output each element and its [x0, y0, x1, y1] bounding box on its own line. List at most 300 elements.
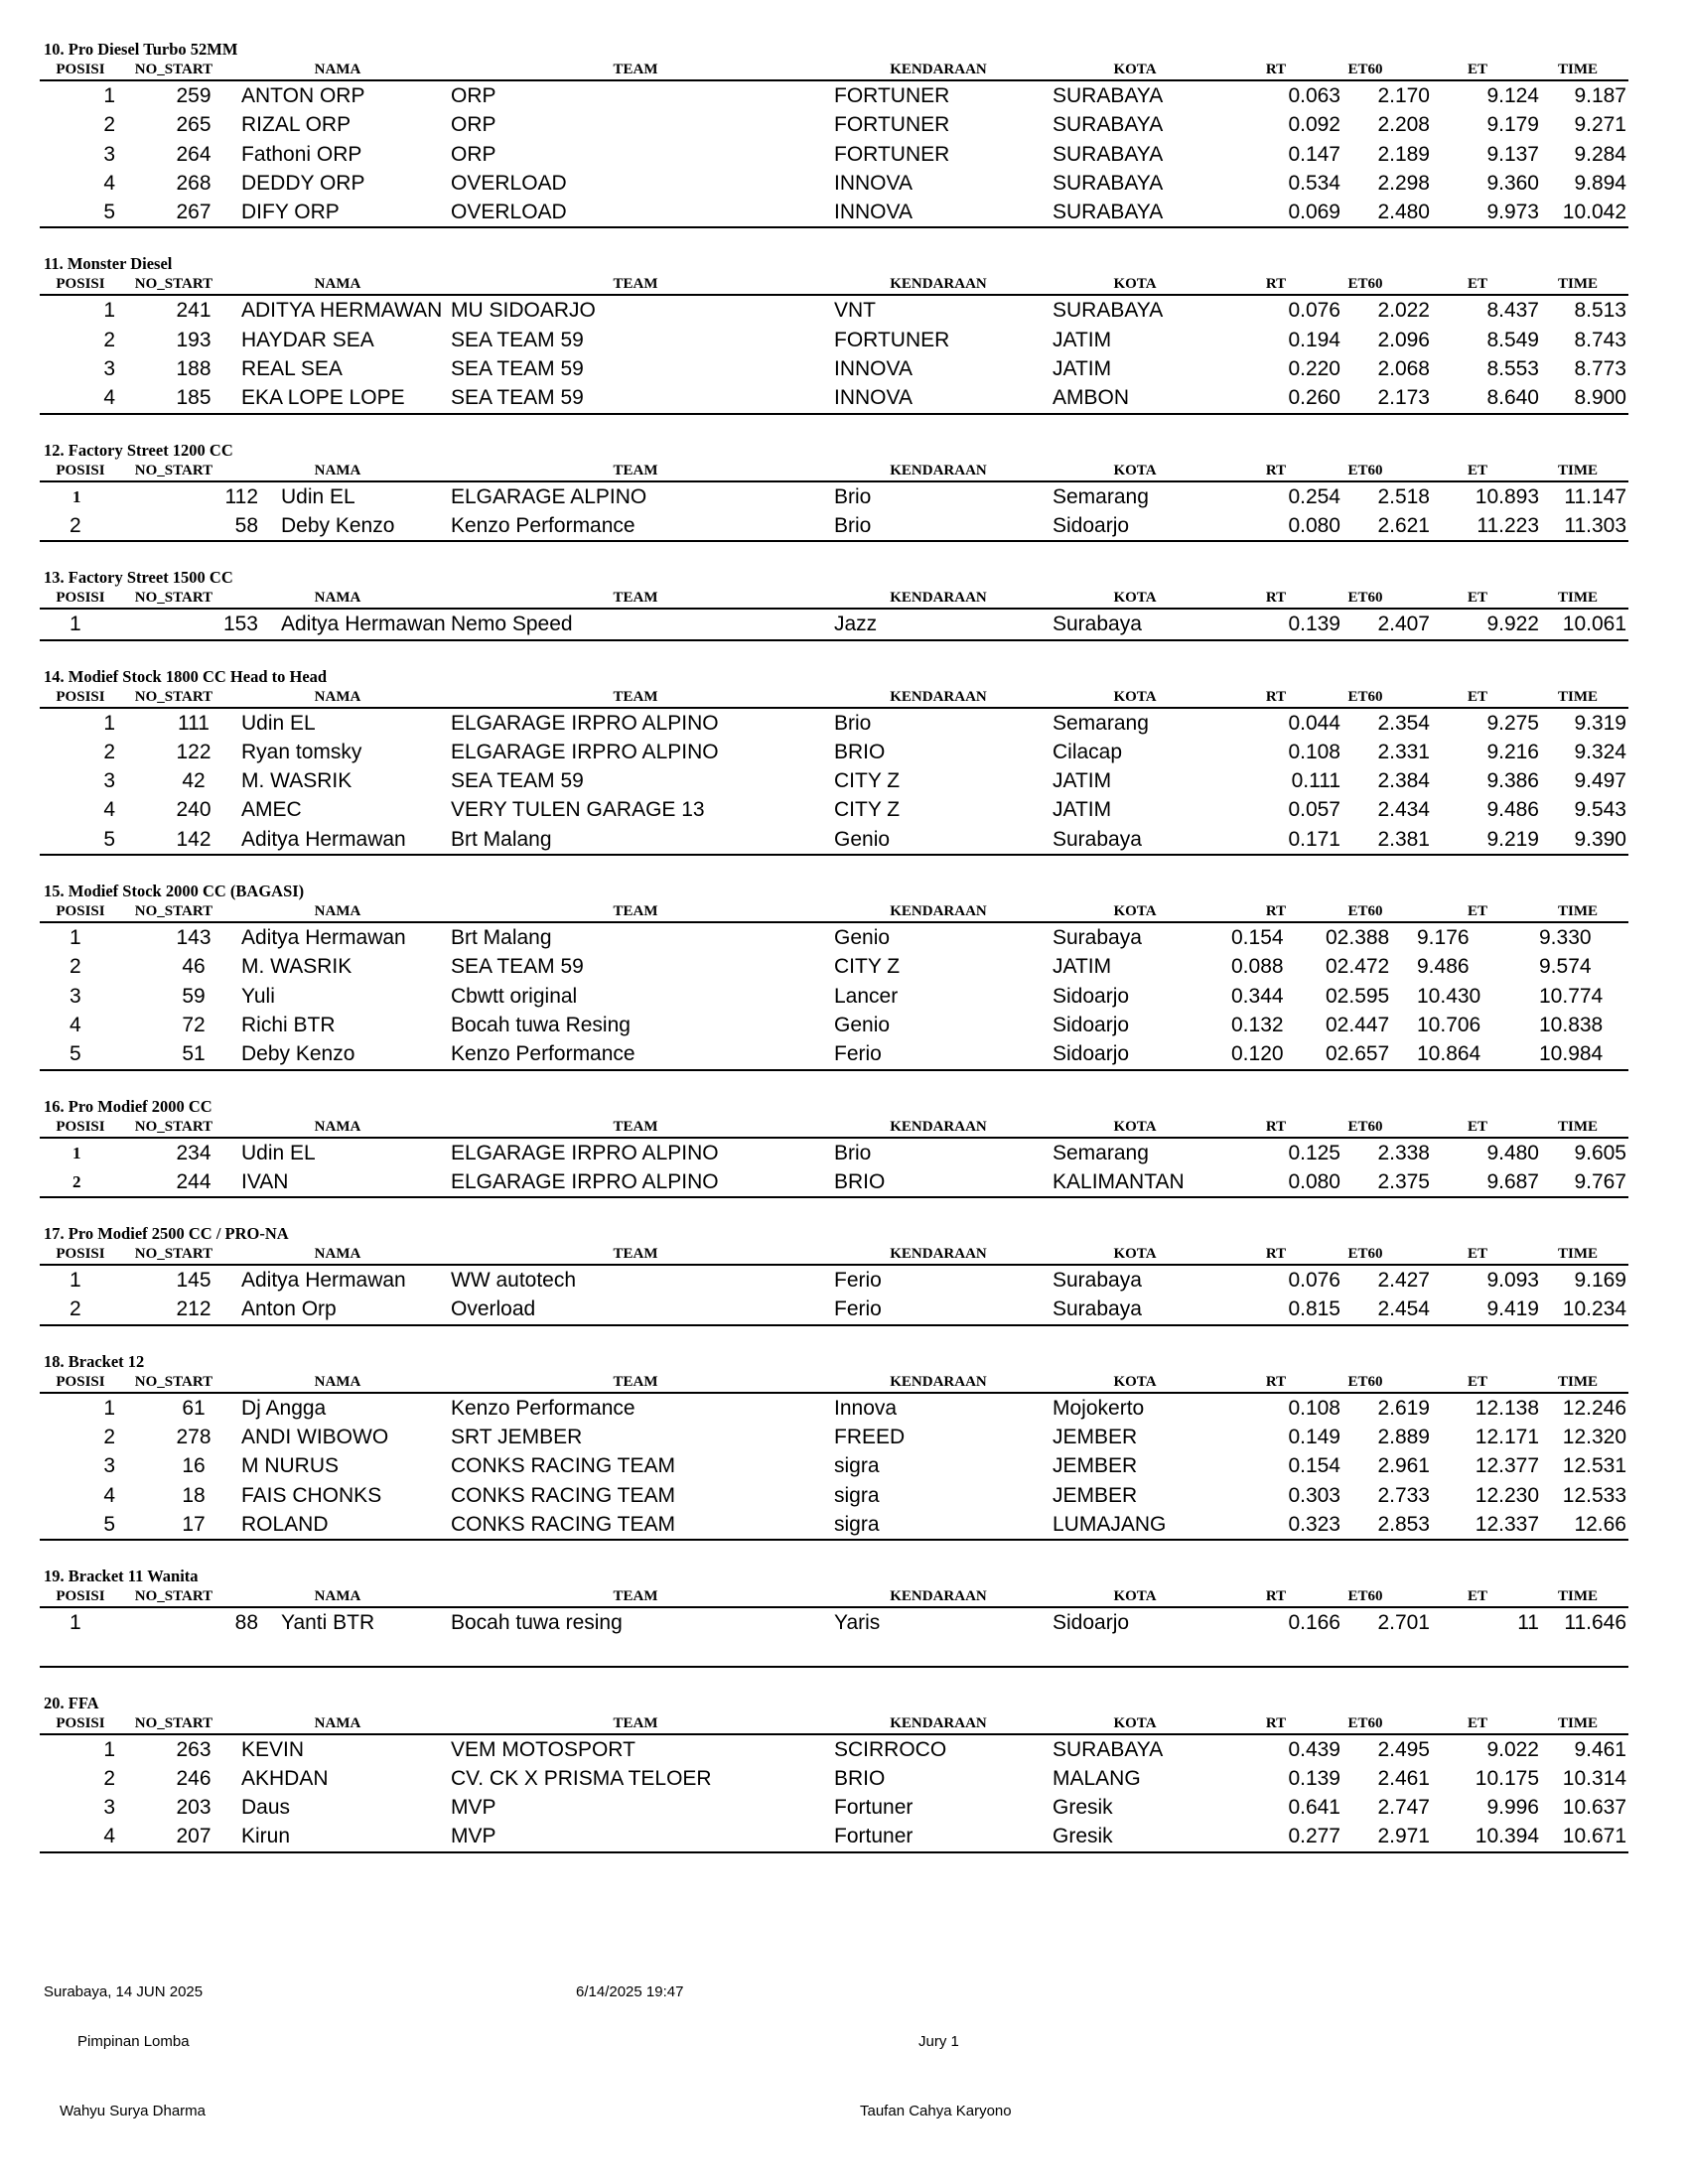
- cell-kota: JATIM: [1053, 955, 1112, 979]
- table-row: [40, 825, 1628, 854]
- table-row: [40, 795, 1628, 824]
- cell-nama: Dj Angga: [241, 1396, 327, 1420]
- cell-team: CONKS RACING TEAM: [451, 1512, 675, 1536]
- cell-no-start: 246: [176, 1766, 211, 1790]
- cell-no-start: 72: [182, 1013, 206, 1036]
- cell-et: 9.486: [1417, 955, 1470, 979]
- cell-time: 10.838: [1539, 1013, 1604, 1036]
- col-et60: ET60: [1347, 62, 1383, 77]
- cell-posisi: 1: [70, 926, 81, 950]
- col-team: TEAM: [613, 1118, 658, 1135]
- cell-team: CONKS RACING TEAM: [451, 1483, 675, 1507]
- col-nama: NAMA: [314, 462, 361, 478]
- col-posisi: POSISI: [56, 590, 105, 607]
- cell-et: 9.486: [1486, 798, 1539, 822]
- cell-nama: Fathoni ORP: [241, 142, 362, 166]
- cell-no-start: 153: [222, 613, 258, 636]
- cell-kendaraan: Ferio: [834, 1297, 882, 1321]
- cell-nama: Anton Orp: [241, 1297, 337, 1321]
- cell-no-start: 244: [176, 1169, 211, 1193]
- table-body: [40, 610, 1628, 640]
- results-section: [40, 40, 1628, 228]
- col-kendaraan: KENDARAAN: [890, 462, 987, 478]
- table-row: [40, 1139, 1628, 1167]
- col-posisi: POSISI: [56, 276, 105, 293]
- table-row: [40, 1822, 1628, 1850]
- cell-kota: Semarang: [1053, 711, 1149, 735]
- col-rt: RT: [1265, 590, 1287, 607]
- cell-time: 10.637: [1562, 1796, 1626, 1820]
- cell-no-start: 263: [176, 1737, 211, 1761]
- col-rt: RT: [1265, 1246, 1287, 1263]
- cell-et60: 2.407: [1377, 613, 1430, 636]
- col-rt: RT: [1265, 1118, 1287, 1135]
- cell-team: VERY TULEN GARAGE 13: [451, 798, 705, 822]
- results-section: [40, 1224, 1628, 1326]
- col-team: TEAM: [613, 1588, 658, 1605]
- cell-kendaraan: BRIO: [834, 740, 886, 763]
- cell-time: 9.767: [1574, 1169, 1626, 1193]
- cell-team: ORP: [451, 142, 496, 166]
- col-no-start: NO_START: [134, 276, 213, 293]
- cell-rt: 0.088: [1231, 955, 1284, 979]
- col-et: ET: [1467, 903, 1488, 920]
- cell-kota: KALIMANTAN: [1053, 1169, 1185, 1193]
- cell-posisi: 3: [103, 1454, 115, 1478]
- cell-nama: Kirun: [241, 1825, 291, 1848]
- table-header: [40, 588, 1628, 610]
- col-kota: KOTA: [1113, 1118, 1157, 1135]
- cell-nama: M NURUS: [241, 1454, 339, 1478]
- col-et: ET: [1467, 276, 1488, 293]
- cell-no-start: 142: [176, 827, 211, 851]
- col-nama: NAMA: [314, 590, 361, 607]
- cell-kota: JATIM: [1053, 328, 1112, 351]
- cell-nama: KEVIN: [241, 1737, 305, 1761]
- cell-time: 11.303: [1564, 513, 1626, 537]
- cell-et: 9.219: [1486, 827, 1539, 851]
- col-kendaraan: KENDARAAN: [890, 1373, 987, 1390]
- cell-et: 9.124: [1486, 84, 1539, 107]
- col-rt: RT: [1265, 462, 1287, 478]
- cell-team: ELGARAGE IRPRO ALPINO: [451, 1169, 719, 1193]
- cell-rt: 0.534: [1288, 171, 1340, 195]
- cell-rt: 0.080: [1288, 1169, 1340, 1193]
- cell-kendaraan: CITY Z: [834, 955, 901, 979]
- cell-kota: MALANG: [1053, 1766, 1141, 1790]
- cell-rt: 0.641: [1288, 1796, 1340, 1820]
- cell-nama: REAL SEA: [241, 357, 343, 381]
- cell-et: 9.419: [1486, 1297, 1539, 1321]
- cell-et: 9.093: [1486, 1269, 1539, 1293]
- table-row: [40, 1011, 1628, 1039]
- cell-et: 9.137: [1486, 142, 1539, 166]
- cell-kendaraan: Ferio: [834, 1269, 882, 1293]
- col-no-start: NO_START: [134, 62, 213, 77]
- cell-et60: 2.338: [1377, 1141, 1430, 1164]
- cell-et: 9.973: [1486, 201, 1539, 224]
- col-et: ET: [1467, 1714, 1488, 1731]
- cell-kendaraan: Brio: [834, 513, 872, 537]
- col-et: ET: [1467, 1373, 1488, 1390]
- cell-posisi: 1: [103, 1737, 115, 1761]
- cell-kota: SURABAYA: [1053, 299, 1164, 323]
- col-nama: NAMA: [314, 1714, 361, 1731]
- table-row: [40, 1039, 1628, 1068]
- col-rt: RT: [1265, 62, 1287, 77]
- table-header: [40, 1713, 1628, 1735]
- cell-kota: Surabaya: [1053, 827, 1142, 851]
- cell-no-start: 268: [176, 171, 211, 195]
- cell-nama: AKHDAN: [241, 1766, 329, 1790]
- cell-kota: JEMBER: [1053, 1454, 1138, 1478]
- col-et60: ET60: [1347, 903, 1383, 920]
- cell-et60: 2.461: [1377, 1766, 1430, 1790]
- table-body: [40, 482, 1628, 543]
- section-title: 20. FFA: [44, 1693, 99, 1712]
- cell-kota: Sidoarjo: [1053, 984, 1130, 1008]
- cell-no-start: 143: [176, 926, 211, 950]
- cell-posisi: 1: [103, 299, 115, 323]
- cell-no-start: 241: [176, 299, 211, 323]
- col-kota: KOTA: [1113, 462, 1157, 478]
- cell-time: 12.533: [1562, 1483, 1626, 1507]
- col-time: TIME: [1557, 688, 1599, 705]
- col-team: TEAM: [613, 276, 658, 293]
- cell-time: 9.390: [1574, 827, 1626, 851]
- cell-nama: RIZAL ORP: [241, 113, 352, 137]
- cell-et: 9.480: [1486, 1141, 1539, 1164]
- col-et60: ET60: [1347, 590, 1383, 607]
- cell-et60: 2.208: [1377, 113, 1430, 137]
- cell-et60: 02.388: [1326, 926, 1390, 950]
- table-header: [40, 1244, 1628, 1266]
- cell-nama: DIFY ORP: [241, 201, 340, 224]
- results-section: [40, 441, 1628, 543]
- cell-team: ELGARAGE IRPRO ALPINO: [451, 1141, 719, 1164]
- table-header: [40, 274, 1628, 296]
- cell-no-start: 267: [176, 201, 211, 224]
- cell-rt: 0.166: [1288, 1611, 1340, 1635]
- cell-no-start: 16: [182, 1454, 206, 1478]
- cell-team: OVERLOAD: [451, 171, 567, 195]
- cell-et: 12.337: [1475, 1512, 1539, 1536]
- cell-team: WW autotech: [451, 1269, 577, 1293]
- cell-et: 8.640: [1486, 386, 1539, 410]
- cell-et60: 2.434: [1377, 798, 1430, 822]
- cell-nama: IVAN: [241, 1169, 289, 1193]
- cell-et60: 02.447: [1326, 1013, 1390, 1036]
- table-row: [40, 1764, 1628, 1793]
- cell-posisi: 1: [70, 1269, 81, 1293]
- col-et60: ET60: [1347, 1118, 1383, 1135]
- cell-kendaraan: SCIRROCO: [834, 1737, 947, 1761]
- cell-et60: 2.495: [1377, 1737, 1430, 1761]
- cell-et: 10.175: [1475, 1766, 1539, 1790]
- cell-kota: Gresik: [1053, 1796, 1113, 1820]
- cell-kendaraan: VNT: [834, 299, 876, 323]
- cell-nama: Deby Kenzo: [241, 1042, 355, 1066]
- cell-et60: 02.657: [1326, 1042, 1390, 1066]
- results-section: [40, 568, 1628, 640]
- col-nama: NAMA: [314, 62, 361, 77]
- col-team: TEAM: [613, 1246, 658, 1263]
- cell-nama: Richi BTR: [241, 1013, 336, 1036]
- cell-nama: HAYDAR SEA: [241, 328, 374, 351]
- cell-posisi: 1: [103, 1396, 115, 1420]
- cell-time: 12.320: [1562, 1426, 1626, 1449]
- cell-no-start: 240: [176, 798, 211, 822]
- col-rt: RT: [1265, 1373, 1287, 1390]
- table-row: [40, 511, 1628, 540]
- cell-posisi: 2: [103, 113, 115, 137]
- cell-time: 8.513: [1574, 299, 1626, 323]
- cell-et: 12.377: [1475, 1454, 1539, 1478]
- col-team: TEAM: [613, 903, 658, 920]
- cell-nama: Aditya Hermawan: [281, 613, 446, 636]
- cell-et60: 2.375: [1377, 1169, 1430, 1193]
- results-section: [40, 1097, 1628, 1199]
- cell-rt: 0.057: [1288, 798, 1340, 822]
- col-kota: KOTA: [1113, 1373, 1157, 1390]
- cell-rt: 0.277: [1288, 1825, 1340, 1848]
- col-et60: ET60: [1347, 1588, 1383, 1605]
- cell-team: Cbwtt original: [451, 984, 578, 1008]
- cell-et: 9.176: [1417, 926, 1470, 950]
- table-header: [40, 1372, 1628, 1394]
- table-row: [40, 140, 1628, 169]
- table-body: [40, 1608, 1628, 1667]
- cell-kendaraan: FREED: [834, 1426, 906, 1449]
- cell-kendaraan: INNOVA: [834, 386, 913, 410]
- section-title: 11. Monster Diesel: [44, 254, 173, 274]
- cell-rt: 0.323: [1288, 1512, 1340, 1536]
- cell-time: 12.531: [1562, 1454, 1626, 1478]
- cell-rt: 0.220: [1288, 357, 1340, 381]
- col-posisi: POSISI: [56, 1118, 105, 1135]
- cell-rt: 0.439: [1288, 1737, 1340, 1761]
- col-team: TEAM: [613, 1714, 658, 1731]
- results-page: [40, 40, 1628, 1853]
- cell-posisi: 2: [103, 328, 115, 351]
- cell-nama: FAIS CHONKS: [241, 1483, 382, 1507]
- cell-time: 9.169: [1574, 1269, 1626, 1293]
- cell-nama: Deby Kenzo: [281, 513, 395, 537]
- cell-nama: Yanti BTR: [281, 1611, 375, 1635]
- cell-posisi: 1: [70, 1611, 81, 1635]
- cell-et: 9.996: [1486, 1796, 1539, 1820]
- section-title: 17. Pro Modief 2500 CC / PRO-NA: [44, 1224, 289, 1244]
- table-body: [40, 296, 1628, 414]
- table-row: [40, 738, 1628, 766]
- col-et: ET: [1467, 462, 1488, 478]
- cell-team: Nemo Speed: [451, 613, 573, 636]
- col-kota: KOTA: [1113, 62, 1157, 77]
- cell-kendaraan: Ferio: [834, 1042, 882, 1066]
- table-header: [40, 1586, 1628, 1608]
- cell-kendaraan: sigra: [834, 1483, 880, 1507]
- cell-team: ORP: [451, 84, 496, 107]
- cell-kendaraan: Brio: [834, 484, 872, 508]
- table-row: [40, 1510, 1628, 1539]
- cell-no-start: 193: [176, 328, 211, 351]
- col-kota: KOTA: [1113, 688, 1157, 705]
- cell-kota: SURABAYA: [1053, 142, 1164, 166]
- cell-no-start: 145: [176, 1269, 211, 1293]
- cell-rt: 0.171: [1288, 827, 1340, 851]
- cell-time: 9.894: [1574, 171, 1626, 195]
- cell-kendaraan: BRIO: [834, 1169, 886, 1193]
- cell-kota: JEMBER: [1053, 1426, 1138, 1449]
- table-row: [40, 1167, 1628, 1196]
- cell-kota: JATIM: [1053, 357, 1112, 381]
- cell-rt: 0.132: [1231, 1013, 1284, 1036]
- signatory-race-director: Wahyu Surya Dharma: [60, 2103, 206, 2119]
- table-body: [40, 1139, 1628, 1199]
- cell-nama: ROLAND: [241, 1512, 329, 1536]
- cell-et60: 2.961: [1377, 1454, 1430, 1478]
- cell-time: 8.900: [1574, 386, 1626, 410]
- cell-kota: SURABAYA: [1053, 201, 1164, 224]
- cell-team: ELGARAGE ALPINO: [451, 484, 647, 508]
- col-posisi: POSISI: [56, 903, 105, 920]
- cell-nama: Daus: [241, 1796, 291, 1820]
- col-kota: KOTA: [1113, 1588, 1157, 1605]
- cell-team: VEM MOTOSPORT: [451, 1737, 635, 1761]
- cell-et60: 2.189: [1377, 142, 1430, 166]
- cell-rt: 0.120: [1231, 1042, 1284, 1066]
- cell-no-start: 42: [182, 769, 206, 793]
- cell-nama: M. WASRIK: [241, 769, 352, 793]
- cell-team: CV. CK X PRISMA TELOER: [451, 1766, 712, 1790]
- col-rt: RT: [1265, 1714, 1287, 1731]
- col-no-start: NO_START: [134, 590, 213, 607]
- cell-time: 9.187: [1574, 84, 1626, 107]
- cell-team: Bocah tuwa resing: [451, 1611, 623, 1635]
- results-section: [40, 254, 1628, 414]
- printed-timestamp: 6/14/2025 19:47: [576, 1983, 684, 2000]
- cell-no-start: 188: [176, 357, 211, 381]
- cell-team: Kenzo Performance: [451, 513, 635, 537]
- col-rt: RT: [1265, 276, 1287, 293]
- col-team: TEAM: [613, 462, 658, 478]
- col-kota: KOTA: [1113, 590, 1157, 607]
- cell-kendaraan: CITY Z: [834, 769, 901, 793]
- table-header: [40, 461, 1628, 482]
- cell-kendaraan: Lancer: [834, 984, 899, 1008]
- role-jury: Jury 1: [918, 2033, 959, 2050]
- cell-et60: 2.480: [1377, 201, 1430, 224]
- cell-et60: 2.022: [1377, 299, 1430, 323]
- table-body: [40, 923, 1628, 1070]
- cell-kendaraan: FORTUNER: [834, 142, 950, 166]
- table-body: [40, 81, 1628, 228]
- cell-time: 10.234: [1562, 1297, 1626, 1321]
- col-et60: ET60: [1347, 688, 1383, 705]
- table-header: [40, 1117, 1628, 1139]
- cell-rt: 0.147: [1288, 142, 1340, 166]
- cell-et: 9.216: [1486, 740, 1539, 763]
- cell-no-start: 112: [224, 484, 258, 508]
- cell-nama: ANTON ORP: [241, 84, 365, 107]
- cell-team: Kenzo Performance: [451, 1042, 635, 1066]
- cell-nama: Aditya Hermawan: [241, 827, 406, 851]
- cell-nama: EKA LOPE LOPE: [241, 386, 405, 410]
- cell-kendaraan: Genio: [834, 926, 891, 950]
- cell-et60: 2.331: [1377, 740, 1430, 763]
- cell-et: 9.022: [1486, 1737, 1539, 1761]
- cell-kota: Cilacap: [1053, 740, 1123, 763]
- cell-time: 11.646: [1564, 1611, 1626, 1635]
- cell-no-start: 234: [176, 1141, 211, 1164]
- cell-no-start: 203: [176, 1796, 211, 1820]
- table-row: [40, 1735, 1628, 1764]
- table-row: [40, 1394, 1628, 1423]
- table-row: [40, 1608, 1628, 1637]
- col-et60: ET60: [1347, 1714, 1383, 1731]
- cell-kota: Surabaya: [1053, 1269, 1142, 1293]
- col-no-start: NO_START: [134, 1373, 213, 1390]
- table-body: [40, 1735, 1628, 1853]
- cell-et: 10.864: [1417, 1042, 1481, 1066]
- col-time: TIME: [1557, 590, 1599, 607]
- cell-no-start: 212: [176, 1297, 211, 1321]
- section-title: 15. Modief Stock 2000 CC (BAGASI): [44, 882, 305, 901]
- col-no-start: NO_START: [134, 1118, 213, 1135]
- cell-posisi: 4: [70, 1013, 81, 1036]
- cell-posisi: 1: [103, 84, 115, 107]
- cell-et60: 2.518: [1377, 484, 1430, 508]
- cell-posisi: 5: [103, 201, 115, 224]
- table-row: [40, 982, 1628, 1011]
- cell-time: 10.314: [1562, 1766, 1626, 1790]
- cell-time: 9.271: [1574, 113, 1626, 137]
- cell-kota: Sidoarjo: [1053, 1611, 1130, 1635]
- col-nama: NAMA: [314, 1588, 361, 1605]
- col-time: TIME: [1557, 903, 1599, 920]
- col-no-start: NO_START: [134, 1246, 213, 1263]
- cell-kendaraan: FORTUNER: [834, 113, 950, 137]
- cell-rt: 0.125: [1288, 1141, 1340, 1164]
- cell-kendaraan: Fortuner: [834, 1825, 914, 1848]
- cell-no-start: 265: [176, 113, 211, 137]
- cell-kendaraan: FORTUNER: [834, 328, 950, 351]
- section-title: 18. Bracket 12: [44, 1351, 145, 1371]
- cell-team: Brt Malang: [451, 926, 552, 950]
- table-row: [40, 326, 1628, 354]
- cell-time: 9.497: [1574, 769, 1626, 793]
- cell-et: 12.230: [1475, 1483, 1539, 1507]
- cell-kendaraan: CITY Z: [834, 798, 901, 822]
- cell-time: 9.543: [1574, 798, 1626, 822]
- cell-nama: Udin EL: [241, 1141, 316, 1164]
- table-row: [40, 1295, 1628, 1323]
- cell-kota: JATIM: [1053, 798, 1112, 822]
- cell-no-start: 59: [182, 984, 206, 1008]
- table-row: [40, 1266, 1628, 1295]
- cell-posisi: 5: [70, 1042, 81, 1066]
- col-posisi: POSISI: [56, 1588, 105, 1605]
- cell-rt: 0.303: [1288, 1483, 1340, 1507]
- cell-nama: Yuli: [241, 984, 275, 1008]
- table-body: [40, 1266, 1628, 1326]
- col-posisi: POSISI: [56, 1246, 105, 1263]
- cell-et60: 2.384: [1377, 769, 1430, 793]
- col-rt: RT: [1265, 688, 1287, 705]
- cell-posisi: 4: [103, 1483, 115, 1507]
- cell-posisi: 2: [103, 740, 115, 763]
- table-row: [40, 923, 1628, 952]
